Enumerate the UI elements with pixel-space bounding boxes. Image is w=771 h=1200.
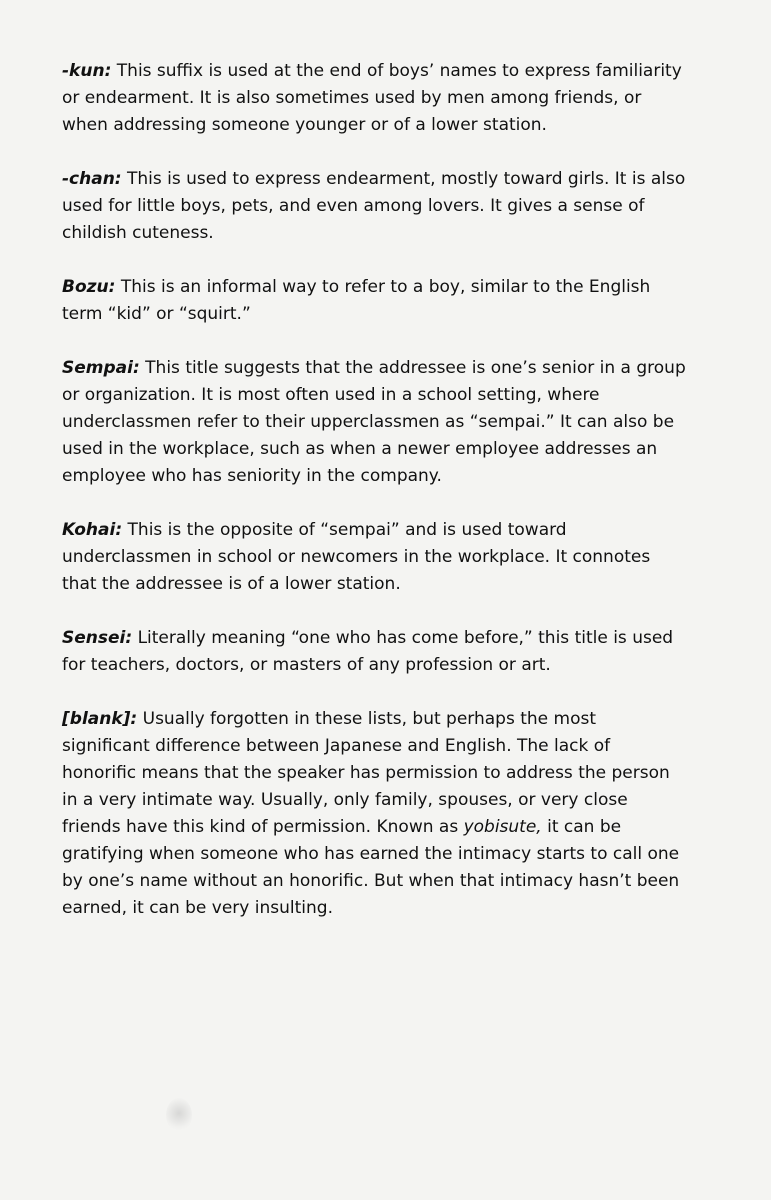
entry-blank	[62, 706, 688, 922]
entry-kohai	[62, 517, 688, 598]
entry-term: -kun:	[62, 61, 112, 81]
entry-text: it can be gratifying when someone who has earned the intimacy starts to call one by one’s name without an honorific. But when that intimacy hasn’t been earned, it can be very insulting.	[62, 817, 680, 918]
entry-term: [blank]:	[62, 709, 138, 729]
entry-text: Usually forgotten in these lists, but perhaps the most significant difference between Japanese and English. The lack of honorific means that the speaker has permission to address the person in a very intimate way. Usually, only family, spouses, or very close friends have this kind of permission. Known as	[62, 709, 670, 837]
page-smudge	[166, 1098, 192, 1132]
entry-sensei	[62, 625, 688, 679]
honorifics-page	[62, 58, 688, 949]
entry-term: Sensei:	[62, 628, 133, 648]
entry-text: This suffix is used at the end of boys’ names to express familiarity or endearment. It is also sometimes used by men among friends, or when addressing someone younger or of a lower station.	[62, 61, 682, 135]
entry-emphasis: yobisute,	[463, 817, 542, 837]
entry-text: This title suggests that the addressee is one’s senior in a group or organization. It is most often used in a school setting, where underclassmen refer to their upperclassmen as “sempai.” It can also be used in the workplace, such as when a newer employee addresses an employee who has seniority in the company.	[62, 358, 686, 486]
entry-term: Kohai:	[62, 520, 123, 540]
entry-chan	[62, 166, 688, 247]
entry-text: Literally meaning “one who has come before,” this title is used for teachers, doctors, or masters of any profession or art.	[62, 628, 674, 675]
entry-text: This is an informal way to refer to a boy, similar to the English term “kid” or “squirt.”	[62, 277, 651, 324]
entry-kun	[62, 58, 688, 139]
entry-term: Sempai:	[62, 358, 140, 378]
entry-term: Bozu:	[62, 277, 116, 297]
entry-term: -chan:	[62, 169, 122, 189]
entry-text: This is the opposite of “sempai” and is used toward underclassmen in school or newcomers in the workplace. It connotes that the addressee is of a lower station.	[62, 520, 651, 594]
entry-bozu	[62, 274, 688, 328]
entry-text: This is used to express endearment, mostly toward girls. It is also used for little boys, pets, and even among lovers. It gives a sense of childish cuteness.	[62, 169, 686, 243]
entry-sempai	[62, 355, 688, 490]
